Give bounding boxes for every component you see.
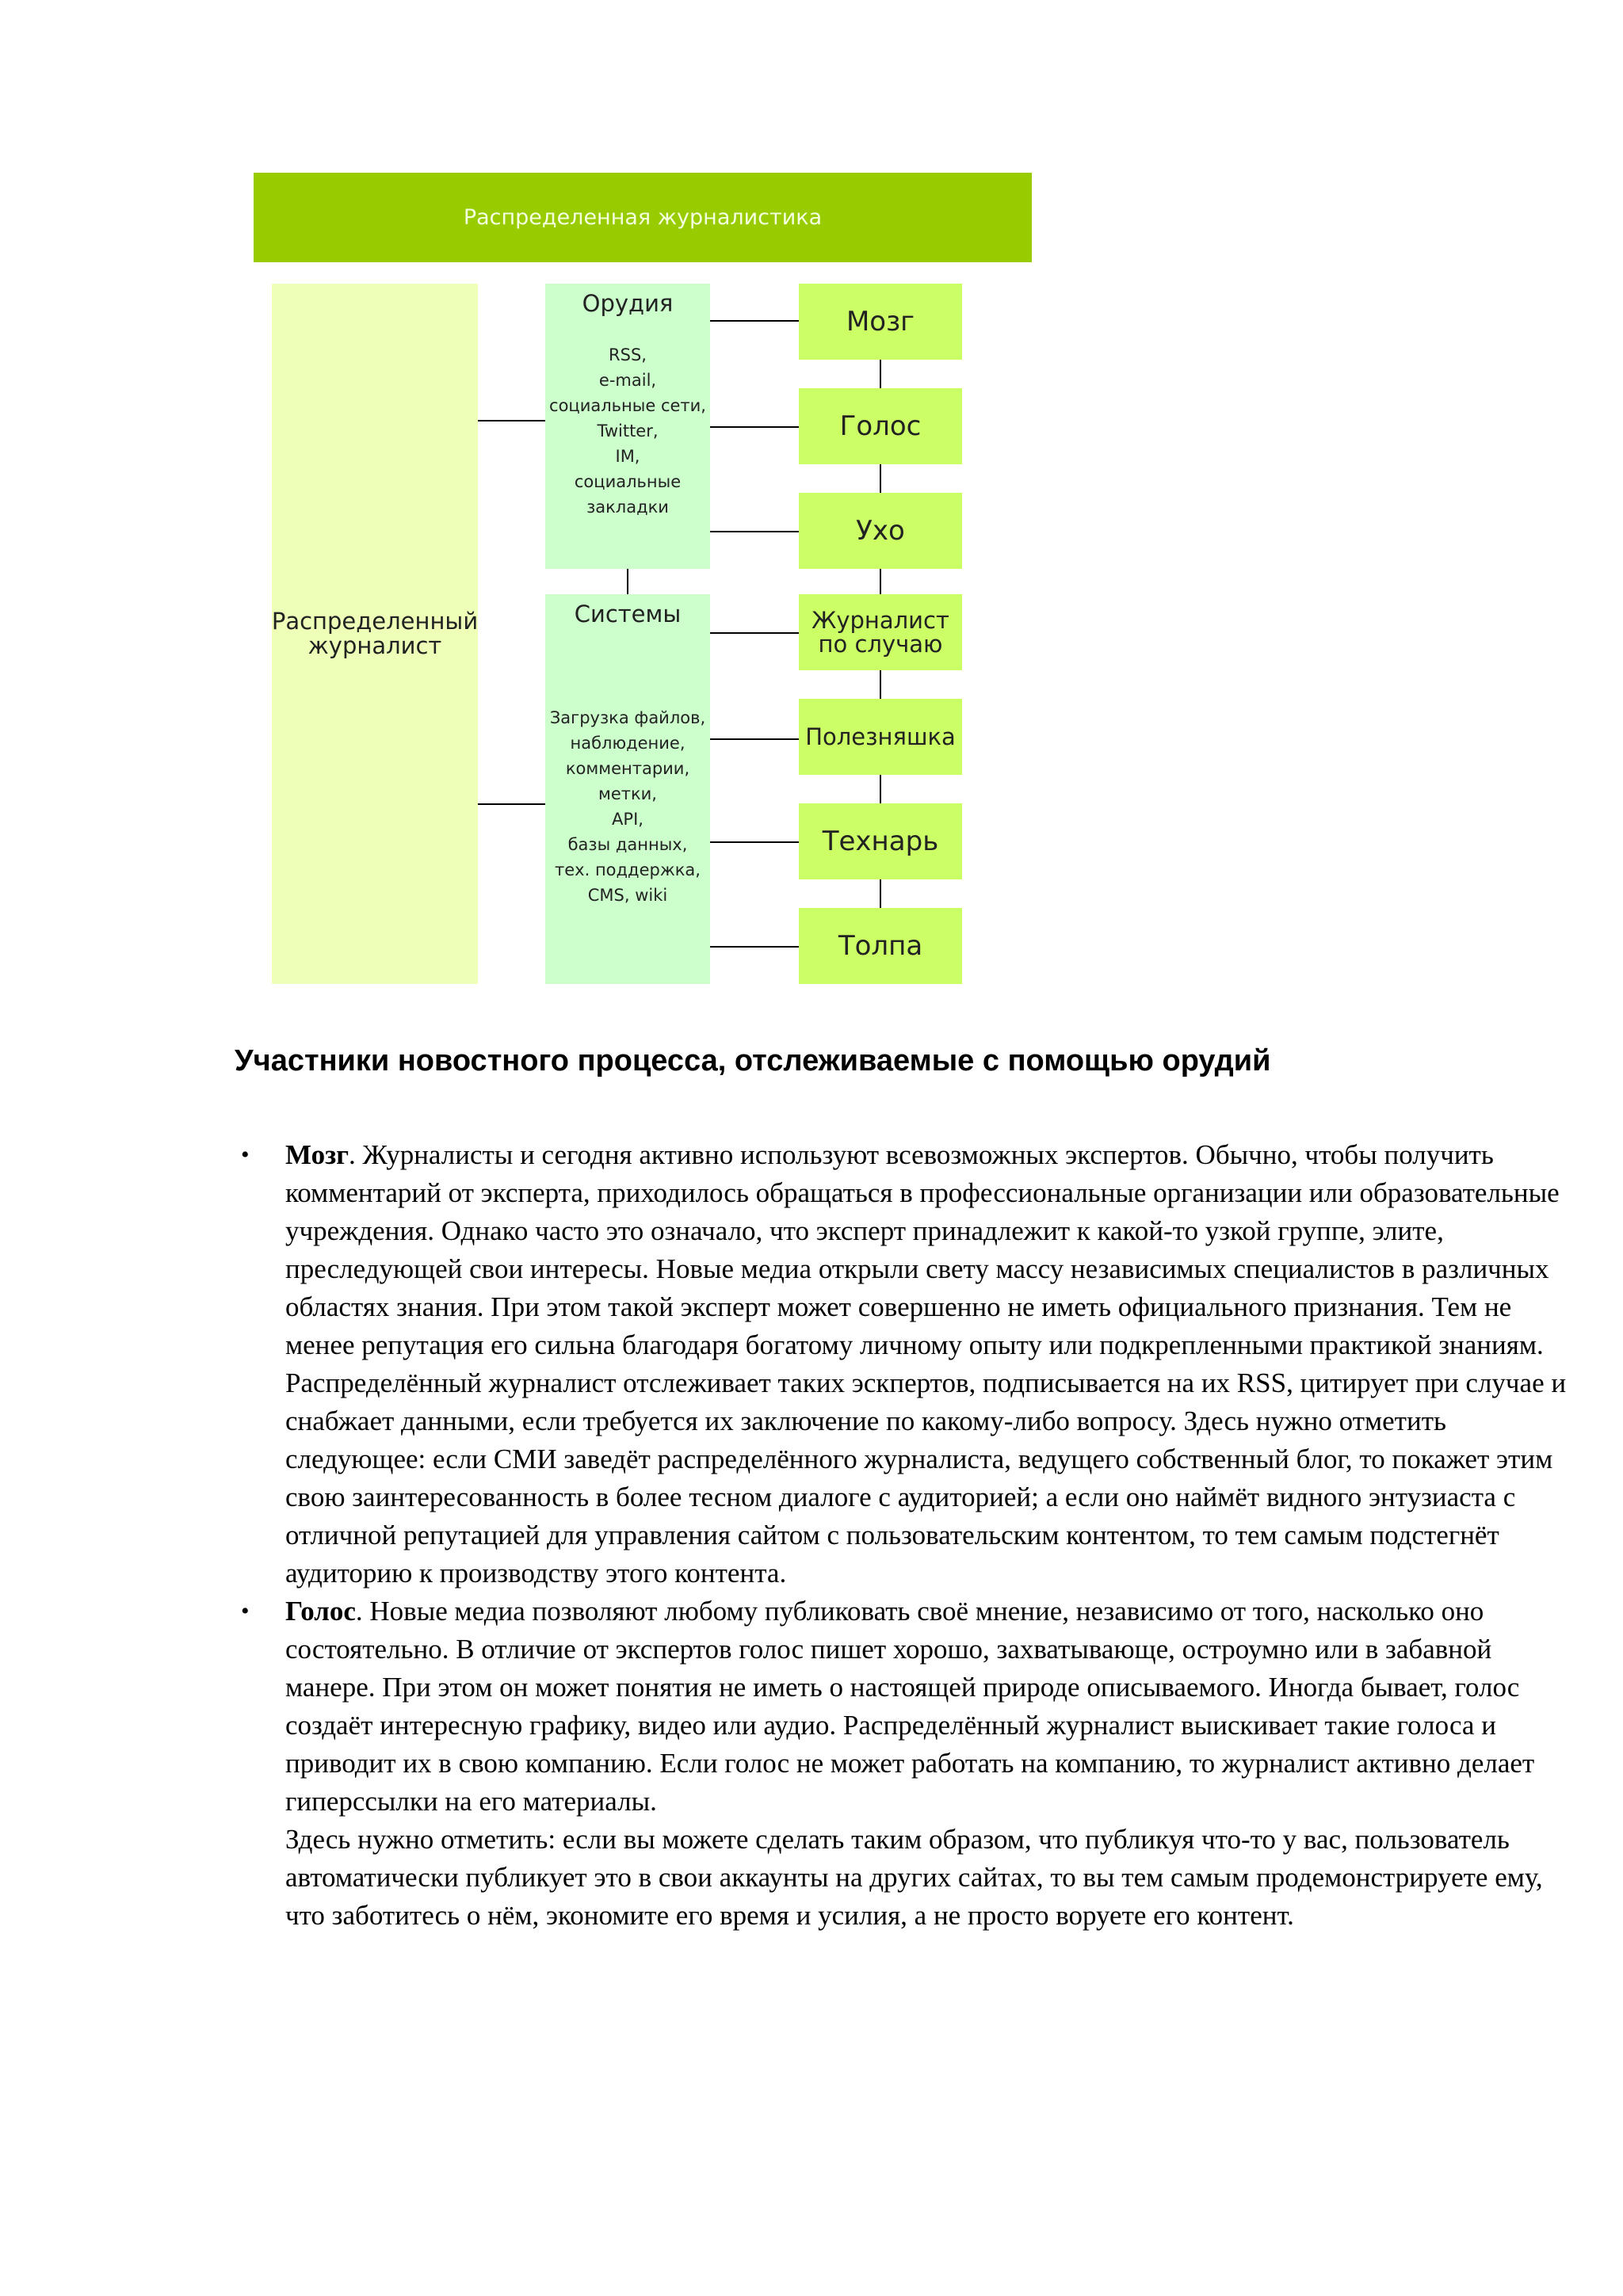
connector-helper-techie xyxy=(880,775,881,803)
diagram-banner: Распределенная журналистика xyxy=(254,173,1032,262)
connector-tools-ear xyxy=(710,531,799,532)
bullet-icon: • xyxy=(241,1598,250,1624)
connector-systems-techie xyxy=(710,841,799,843)
tools-box xyxy=(545,284,710,569)
role-ear: Ухо xyxy=(799,493,962,569)
term-brain: Мозг xyxy=(285,1139,349,1170)
connector-voice-ear xyxy=(880,464,881,493)
connector-tools-systems xyxy=(627,569,628,594)
connector-techie-crowd xyxy=(880,879,881,908)
bullet-list xyxy=(241,1136,1569,1935)
connector-ear-occasional xyxy=(880,569,881,594)
connector-journalist-systems xyxy=(478,803,545,805)
systems-title: Системы xyxy=(574,601,682,627)
tools-list: RSS, e-mail, социальные сети, Twitter, IM, социальные закладки xyxy=(549,345,706,517)
distributed-journalist-box: Распределенный журналист xyxy=(272,284,478,984)
section-heading: Участники новостного процесса, отслеживаемые с помощью орудий xyxy=(235,1044,1271,1077)
role-voice: Голос xyxy=(799,388,962,464)
voice-description: . Новые медиа позволяют любому публиковать своё мнение, независимо от того, насколько оно состоятельно. В отличие от экспертов голос пишет хорошо, захватывающе, остроумно или в забавной манере. При этом он может понятия не иметь о настоящей природе описываемого. Иногда бывает, голос создаёт интересную графику, видео или аудио. Распределённый журналист выискивает такие голоса и приводит их в свою компанию. Если голос не может работать на компанию, то журналист активно делает гиперссылки на его материалы. xyxy=(285,1596,1535,1817)
role-brain: Мозг xyxy=(799,284,962,360)
role-occasional-journalist: Журналист по случаю xyxy=(799,594,962,670)
list-item xyxy=(241,1136,1569,1592)
role-techie: Технарь xyxy=(799,803,962,879)
tools-title: Орудия xyxy=(582,290,674,317)
bullet-icon: • xyxy=(241,1142,250,1168)
role-useful-helper: Полезняшка xyxy=(799,699,962,775)
connector-journalist-tools xyxy=(478,420,545,421)
role-crowd: Толпа xyxy=(799,908,962,984)
term-voice: Голос xyxy=(285,1596,356,1627)
systems-list: Загрузка файлов, наблюдение, комментарии, метки, API, базы данных, тех. поддержка, CMS, wiki xyxy=(549,708,706,905)
connector-tools-brain xyxy=(710,320,799,322)
connector-brain-voice xyxy=(880,360,881,388)
connector-systems-helper xyxy=(710,738,799,740)
connector-systems-occasional xyxy=(710,632,799,634)
connector-occasional-helper xyxy=(880,670,881,699)
brain-description: . Журналисты и сегодня активно используют всевозможных экспертов. Обычно, чтобы получить комментарий от эксперта, приходилось обращаться в профессиональные организации или образовательные учреждения. Однако часто это означало, что эксперт принадлежит к какой-то узкой группе, элите, преследующей свои интересы. Новые медиа открыли свету массу независимых специалистов в различных областях знания. При этом такой эксперт может совершенно не иметь официального признания. Тем не менее репутация его сильна благодаря богатому личному опыту или подкрепленными практикой знаниям. Распределённый журналист отслеживает таких эскпертов, подписывается на их RSS, цитирует при случае и снабжает данными, если требуется их заключение по какому-либо вопросу. Здесь нужно отметить следующее: если СМИ заведёт распределённого журналиста, ведущего собственный блог, то покажет этим свою заинтересованность в более тесном диалоге с аудиторией; а если оно наймёт видного энтузиаста с отличной репутацией для управления сайтом с пользовательским контентом, то тем самым подстегнёт аудиторию к производству этого контента. xyxy=(285,1139,1567,1589)
list-item xyxy=(241,1592,1569,1821)
connector-systems-crowd xyxy=(710,946,799,948)
systems-box xyxy=(545,594,710,984)
connector-tools-voice xyxy=(710,426,799,428)
distributed-journalism-diagram xyxy=(0,0,1623,1006)
voice-note: Здесь нужно отметить: если вы можете сделать таким образом, что публикуя что-то у вас, пользователь автоматически публикует это в свои аккаунты на других сайтах, то вы тем самым продемонстрируете ему, что заботитесь о нём, экономите его время и усилия, а не просто воруете его контент. xyxy=(285,1824,1543,1931)
